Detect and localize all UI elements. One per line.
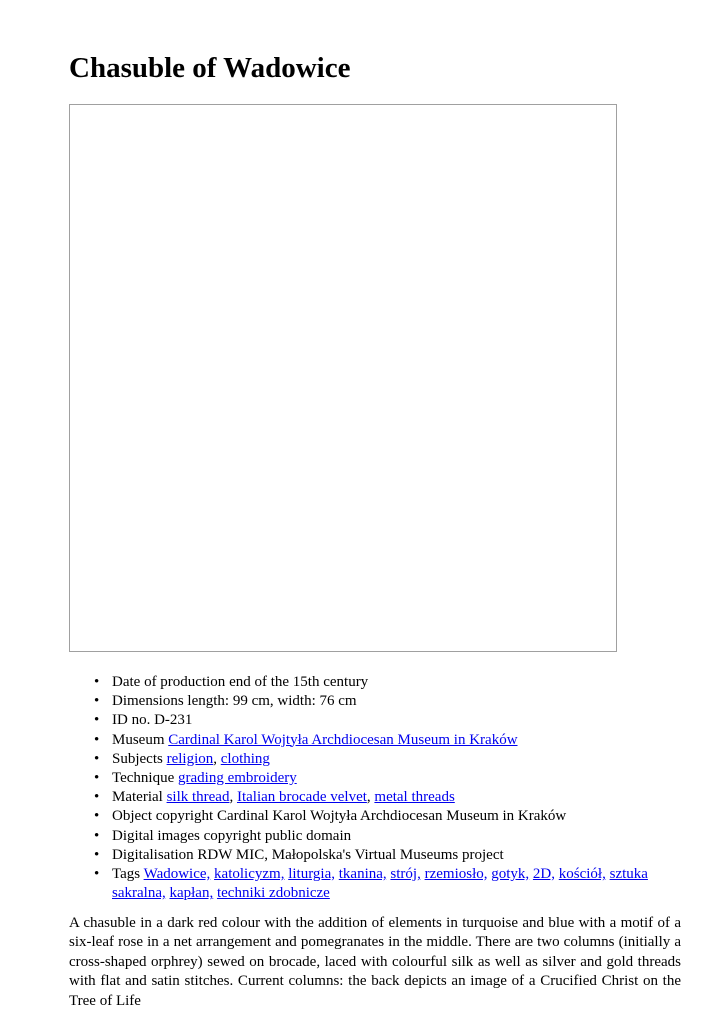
meta-subjects-label: Subjects (112, 750, 163, 767)
museum-link[interactable]: Cardinal Karol Wojtyła Archdiocesan Museum in Kraków (168, 731, 518, 748)
artifact-image-placeholder (69, 104, 617, 652)
tag-link[interactable]: techniki zdobnicze (216, 885, 330, 902)
tag-link[interactable]: rzemiosło, (424, 866, 488, 883)
meta-object-copyright (112, 807, 692, 826)
meta-id-value: D-231 (154, 712, 193, 729)
meta-dimensions-value: length: 99 cm, width: 76 cm (187, 693, 357, 710)
meta-date (112, 673, 692, 692)
material-link[interactable]: silk thread (166, 789, 230, 806)
meta-id-label: ID no. (112, 712, 151, 729)
meta-subjects: • Subjects religion, clothing (112, 750, 692, 769)
tag-link[interactable]: katolicyzm, (214, 866, 285, 883)
meta-dimensions-label: Dimensions (112, 693, 184, 710)
meta-images-copyright-value: public domain (264, 827, 352, 844)
meta-object-copyright-value: Cardinal Karol Wojtyła Archdiocesan Museum in Kraków (216, 808, 567, 825)
meta-date-value: end of the 15th century (229, 674, 369, 690)
meta-images-copyright (112, 827, 692, 846)
material-link[interactable]: metal threads (374, 789, 455, 806)
meta-images-copyright-label: Digital images copyright (112, 827, 262, 844)
material-link[interactable]: Italian brocade velvet (236, 789, 367, 806)
meta-digitalisation-label: Digitalisation (112, 846, 194, 863)
tag-link[interactable]: liturgia, (288, 866, 336, 883)
metadata-list (69, 673, 692, 903)
tag-link[interactable]: sztuka sakralna, (112, 866, 648, 902)
page-title: Chasuble of Wadowice (69, 52, 351, 84)
tag-link[interactable]: strój, (390, 866, 421, 883)
meta-date-label: Date of production (112, 674, 226, 690)
technique-link[interactable]: grading embroidery (178, 770, 297, 787)
meta-material: • Material silk thread, Italian brocade velvet, metal threads (112, 788, 692, 807)
tag-link[interactable]: kościół, (558, 866, 606, 883)
meta-technique (112, 769, 692, 788)
meta-id (112, 711, 692, 730)
meta-digitalisation (112, 846, 692, 865)
meta-dimensions (112, 692, 692, 711)
tag-link[interactable]: tkanina, (338, 866, 387, 883)
meta-museum (112, 731, 692, 750)
tag-link[interactable]: 2D, (532, 866, 556, 883)
subject-link[interactable]: clothing (220, 750, 270, 767)
tag-link[interactable]: Wadowice, (143, 866, 211, 883)
subject-link[interactable]: religion (166, 750, 214, 767)
meta-material-label: Material (112, 789, 163, 806)
meta-digitalisation-value: RDW MIC, Małopolska's Virtual Museums project (197, 846, 504, 863)
meta-technique-label: Technique (112, 770, 175, 787)
meta-object-copyright-label: Object copyright (112, 808, 214, 825)
description-paragraph: A chasuble in a dark red colour with the addition of elements in turquoise and blue with a motif of a six-leaf rose in a net arrangement and pomegranates in the middle. There are two columns (initially a cross-shaped orphrey) sewed on brocade, laced with colourful silk as well as silver and gold threads with flat and satin stitches. Current columns: the back depicts an image of a Crucified Christ on the Tree of Life (69, 915, 681, 1009)
meta-tags (112, 865, 692, 903)
meta-tags-label: Tags (112, 866, 141, 883)
meta-museum-label: Museum (112, 731, 165, 748)
tag-link[interactable]: kapłan, (169, 885, 214, 902)
tag-link[interactable]: gotyk, (491, 866, 530, 883)
